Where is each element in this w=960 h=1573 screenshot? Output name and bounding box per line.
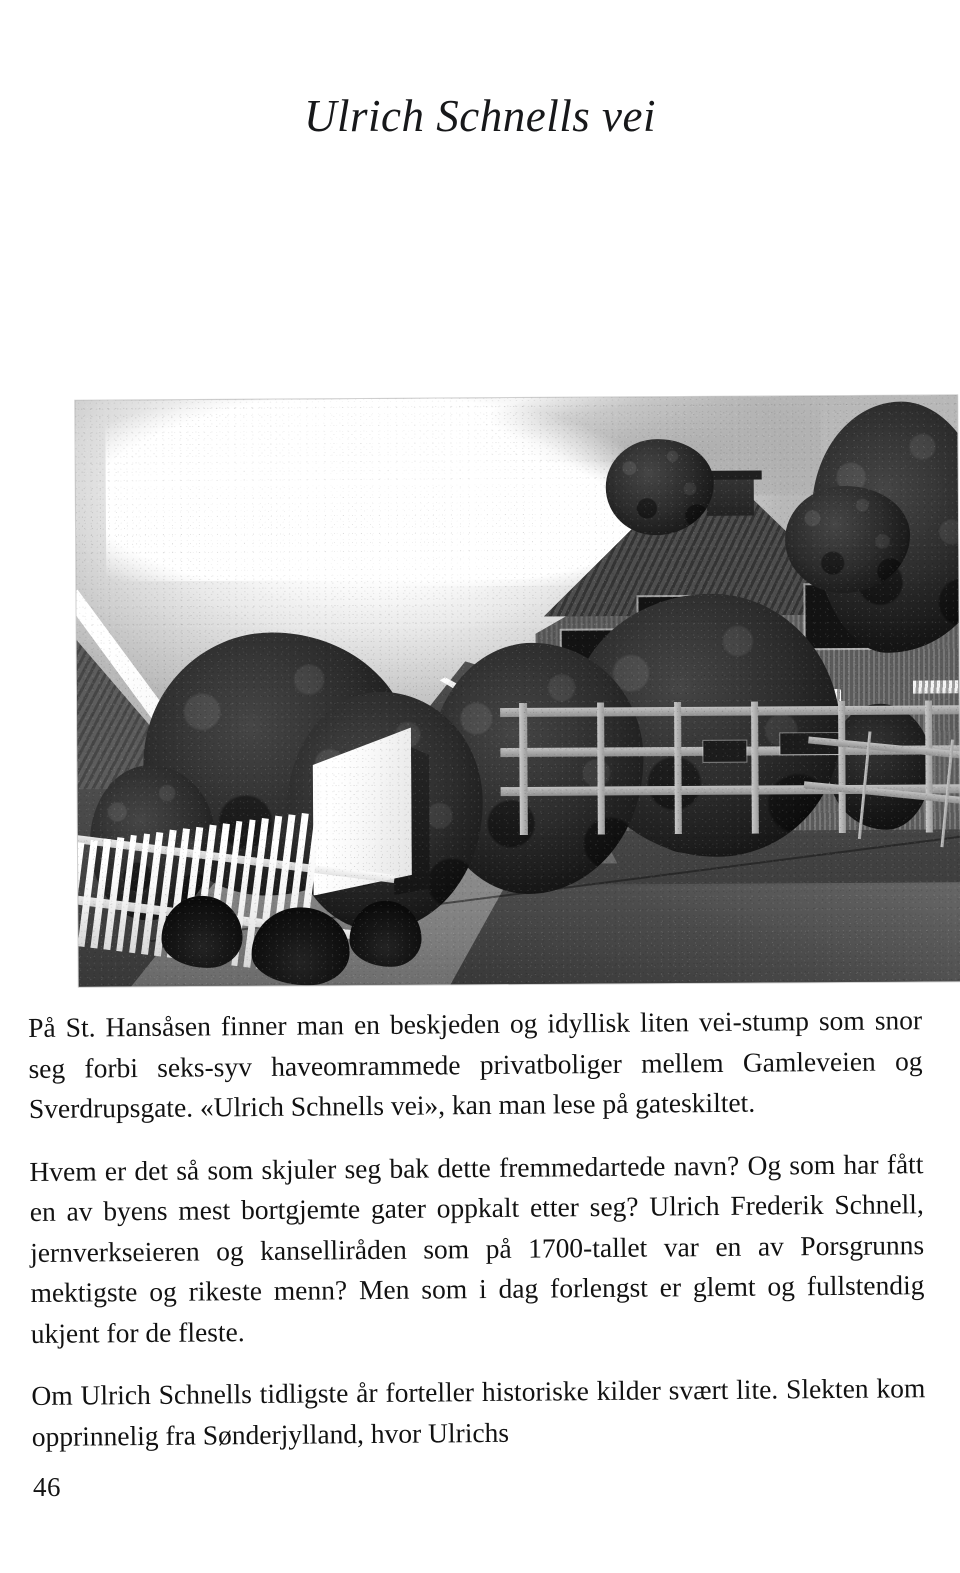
paragraph-3: Om Ulrich Schnells tidligste år forteller historiske kilder svært lite. Slekten kom opprinnelig fra Sønderjylland, hvor Ulrichs xyxy=(31,1372,926,1452)
paragraph-2: Hvem er det så som skjuler seg bak dette fremmedartede navn? Og som har fått en av byens mest bortgjemte gater oppkalt etter seg? Ulrich Frederik Schnell, jernverkseieren og kanselliråden som på 1700-tallet var en av Porsgrunns mektigste og rikeste menn? Men som i dag forlengst er glemt og fullstendig ukjent for de fleste. xyxy=(29,1147,925,1349)
foreground-weeds xyxy=(349,901,421,967)
fence-post xyxy=(519,703,527,835)
paragraph-1: På St. Hansåsen finner man en beskjeden og idyllisk liten vei-stump som snor seg forbi seks-syv haveomrammede privatboliger mellem Gamleveien og Sverdrupsgate. «Ulrich Schnells vei», kan man lese på gateskiltet. xyxy=(28,1004,923,1124)
fence-post xyxy=(751,701,759,833)
fence-post xyxy=(674,702,682,834)
fence-sign-left xyxy=(703,741,747,762)
fence-post xyxy=(597,702,605,834)
body-text-block xyxy=(28,1000,926,1457)
fence-rail-top xyxy=(500,705,960,717)
fence-rail-top xyxy=(808,736,960,763)
page-number: 46 xyxy=(33,1472,61,1502)
rail-fence-far-right xyxy=(799,725,960,851)
fence-rail-bottom xyxy=(804,781,960,808)
window-awning-far xyxy=(913,681,960,694)
page-title: Ulrich Schnells vei xyxy=(304,91,656,142)
photo-content xyxy=(75,395,960,986)
street-photograph xyxy=(75,395,960,986)
foreground-weeds xyxy=(162,896,243,968)
